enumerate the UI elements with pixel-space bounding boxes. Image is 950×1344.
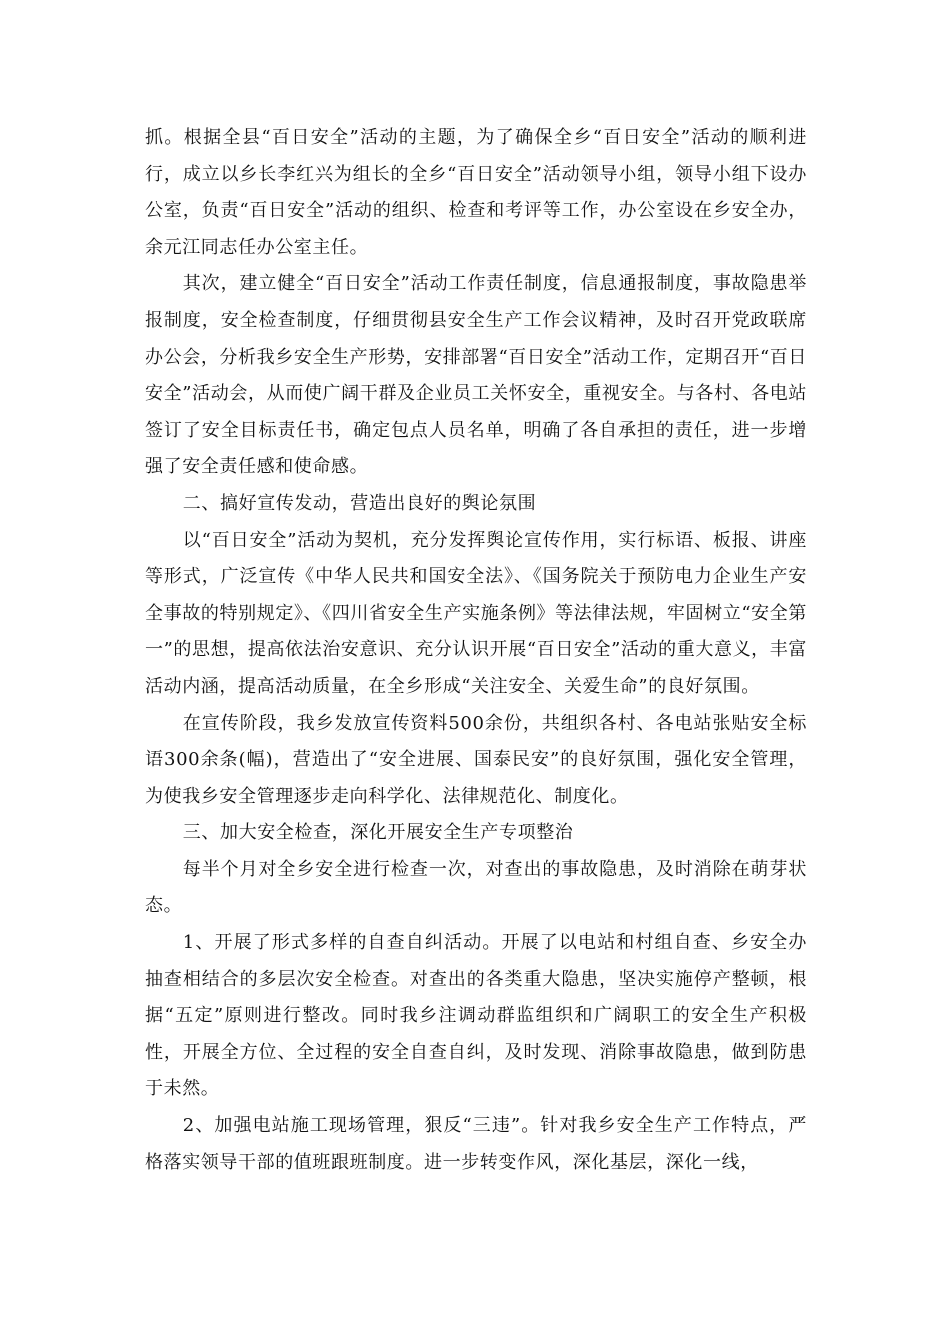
paragraph-4: 在宣传阶段，我乡发放宣传资料500余份，共组织各村、各电站张贴安全标语300余条(幅)，营造出了“安全进展、国泰民安”的良好氛围，强化安全管理，为使我乡安全管理逐步走向科学化、法律规范化、制度化。 [145, 712, 807, 807]
paragraph-5: 每半个月对全乡安全进行检查一次，对查出的事故隐患，及时消除在萌芽状态。 [145, 858, 807, 917]
paragraph-1: 抓。根据全县“百日安全”活动的主题，为了确保全乡“百日安全”活动的顺利进行，成立以乡长李红兴为组长的全乡“百日安全”活动领导小组，领导小组下设办公室，负责“百日安全”活动的组织、检查和考评等工作，办公室设在乡安全办，余元江同志任办公室主任。 [145, 127, 807, 258]
paragraph-7: 2、加强电站施工现场管理，狠反“三违”。针对我乡安全生产工作特点，严格落实领导干部的值班跟班制度。进一步转变作风，深化基层，深化一线， [145, 1115, 807, 1173]
paragraph-6: 1、开展了形式多样的自查自纠活动。开展了以电站和村组自查、乡安全办抽查相结合的多层次安全检查。对查出的各类重大隐患，坚决实施停产整顿，根据“五定”原则进行整改。同时我乡注调动群监组织和广阔职工的安全生产积极性，开展全方位、全过程的安全自查自纠，及时发现、消除事故隐患，做到防患于未然。 [145, 932, 807, 1100]
section-heading-3: 三、加大安全检查，深化开展安全生产专项整治 [182, 822, 574, 844]
document-body [145, 120, 807, 1181]
paragraph-3: 以“百日安全”活动为契机，充分发挥舆论宣传作用，实行标语、板报、讲座等形式，广泛宣传《中华人民共和国安全法》、《国务院关于预防电力企业生产安全事故的特别规定》、《四川省安全生产实施条例》等法律法规，牢固树立“安全第一”的思想，提高依法治安意识、充分认识开展“百日安全”活动的重大意义，丰富活动内涵，提高活动质量，在全乡形成“关注安全、关爱生命”的良好氛围。 [145, 529, 807, 697]
paragraph-2: 其次，建立健全“百日安全”活动工作责任制度，信息通报制度，事故隐患举报制度，安全检查制度，仔细贯彻县安全生产工作会议精神，及时召开党政联席办公会，分析我乡安全生产形势，安排部署“百日安全”活动工作，定期召开“百日安全”活动会，从而使广阔干群及企业员工关怀安全，重视安全。与各村、各电站签订了安全目标责任书，确定包点人员名单，明确了各自承担的责任，进一步增强了安全责任感和使命感。 [145, 273, 807, 478]
section-heading-2: 二、搞好宣传发动，营造出良好的舆论氛围 [182, 492, 537, 514]
